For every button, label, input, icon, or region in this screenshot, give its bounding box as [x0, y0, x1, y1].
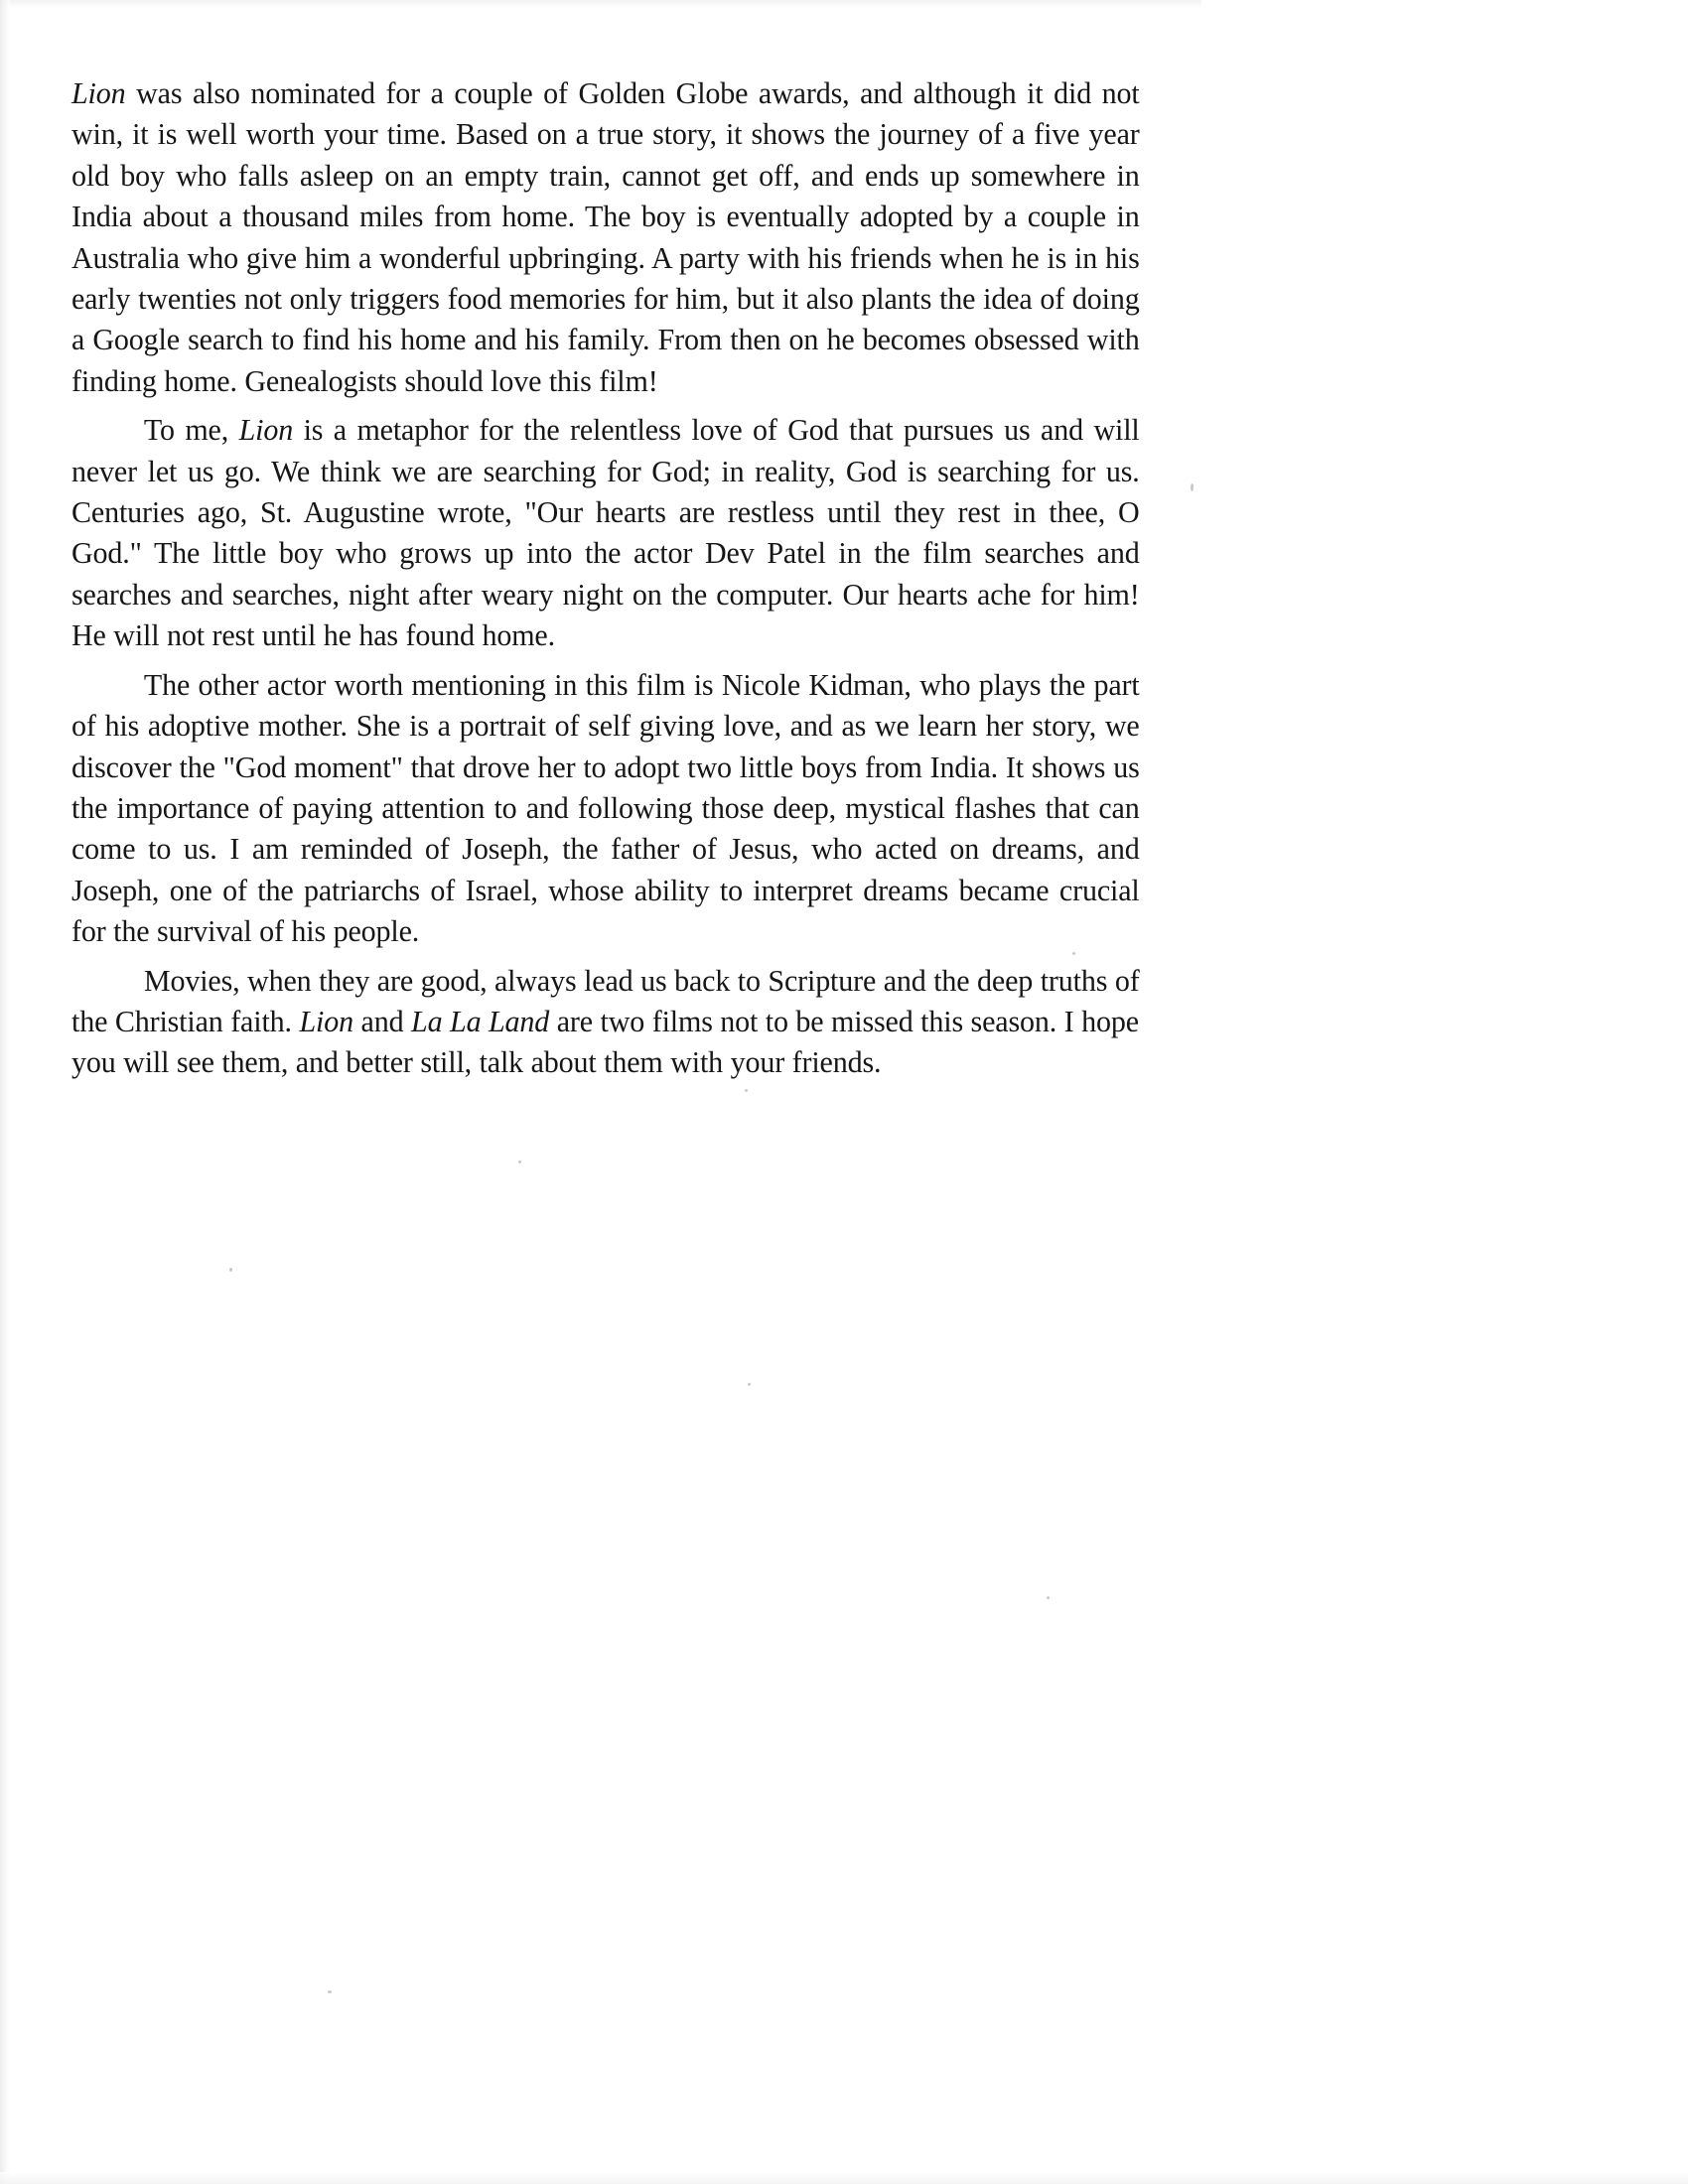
scan-edge-bottom [0, 2172, 1688, 2184]
scan-speck [1191, 483, 1194, 491]
scan-speck [1047, 1596, 1050, 1599]
paragraph-4: Movies, when they are good, always lead us back to Scripture and the deep truths of the Christian faith. Lion and La La Land are two films not to be missed this season. I hope you will see them, and better still, talk about them with your friends. [71, 963, 1140, 1080]
scan-speck [229, 1268, 232, 1272]
scan-margin-right [1201, 0, 1688, 2184]
scan-speck [745, 1089, 748, 1092]
italic-title: Lion [71, 76, 126, 110]
scan-speck [518, 1160, 521, 1163]
scan-speck [328, 1990, 332, 1993]
document-body-text [71, 73, 1156, 1084]
paragraph-3: The other actor worth mentioning in this film is Nicole Kidman, who plays the part of his adoptive mother. She is a portrait of self giving love, and as we learn her story, we discover the "God moment" that drove her to adopt two little boys from India. It shows us the importance of paying attention to and following those deep, mystical flashes that can come to us. I am reminded of Joseph, the father of Jesus, who acted on dreams, and Joseph, one of the patriarchs of Israel, whose ability to interpret dreams became crucial for the survival of his people. [71, 667, 1140, 949]
italic-title: Lion [299, 1004, 353, 1038]
scan-speck [748, 1383, 751, 1386]
italic-title: Lion [238, 413, 294, 448]
paragraph-1: Lion was also nominated for a couple of Golden Globe awards, and although it did not win, it is well worth your time. Based on a true story, it shows the journey of a five year old boy who falls asleep on an empty train, cannot get off, and ends up somewhere in India about a thousand miles from home. The boy is eventually adopted by a couple in Australia who give him a wonderful upbringing. A party with his friends when he is in his early twenties not only triggers food memories for him, but it also plants the idea of doing a Google search to find his home and his family. From then on he becomes obsessed with finding home. Genealogists should love this film! [71, 76, 1140, 398]
paragraph-2: To me, Lion is a metaphor for the relentless love of God that pursues us and will never let us go. We think we are searching for God; in reality, God is searching for us. Centuries ago, St. Augustine wrote, "Our hearts are restless until they rest in thee, O God." The little boy who grows up into the actor Dev Patel in the film searches and searches and searches, night after weary night on the computer. Our hearts ache for him! He will not rest until he has found home. [71, 413, 1140, 653]
scan-edge-left [0, 0, 10, 2184]
italic-title: La La Land [411, 1004, 550, 1038]
